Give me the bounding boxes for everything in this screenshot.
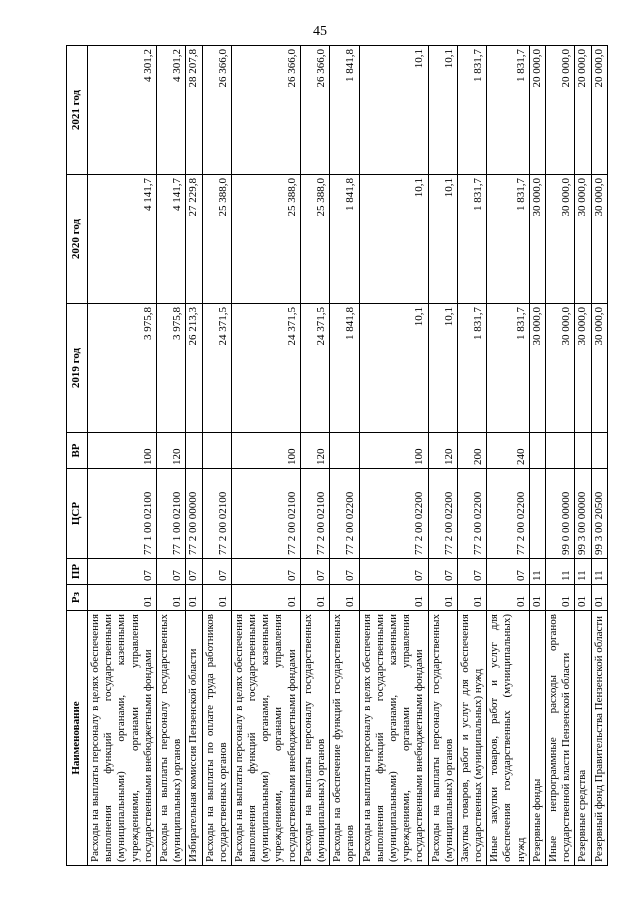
row-2021: 20 000,0 — [546, 46, 575, 175]
row-pr: 07 — [88, 559, 157, 585]
table-row — [330, 46, 359, 866]
row-2020: 10,1 — [428, 175, 457, 304]
row-name: Расходы на выплаты по оплате труда работников государственных органов — [202, 611, 231, 866]
table-header-row — [67, 46, 88, 866]
row-vr: 100 — [231, 433, 300, 469]
row-name: Резервный фонд Правительства Пензенской области — [591, 611, 607, 866]
row-2020: 25 388,0 — [202, 175, 231, 304]
row-rz: 01 — [231, 585, 300, 611]
row-2020: 1 831,7 — [487, 175, 530, 304]
row-2019: 3 975,8 — [156, 304, 185, 433]
row-csr: 77 2 00 02200 — [457, 469, 486, 559]
row-2021: 1 831,7 — [487, 46, 530, 175]
row-2021: 20 000,0 — [591, 46, 607, 175]
row-2020: 30 000,0 — [575, 175, 591, 304]
header-vr: ВР — [67, 433, 88, 469]
row-2019: 30 000,0 — [575, 304, 591, 433]
table-row — [202, 46, 231, 866]
row-2019: 26 213,3 — [186, 304, 202, 433]
row-vr — [546, 433, 575, 469]
budget-table — [66, 45, 608, 866]
row-2020: 4 141,7 — [156, 175, 185, 304]
row-pr: 07 — [156, 559, 185, 585]
row-pr: 11 — [575, 559, 591, 585]
row-pr: 07 — [359, 559, 428, 585]
row-csr: 77 2 00 02200 — [359, 469, 428, 559]
rotated-table-container — [66, 46, 605, 866]
header-name: Наименование — [67, 611, 88, 866]
row-2021: 10,1 — [428, 46, 457, 175]
row-rz: 01 — [330, 585, 359, 611]
row-vr: 120 — [300, 433, 329, 469]
table-row — [231, 46, 300, 866]
row-vr — [186, 433, 202, 469]
row-name: Расходы на выплаты персоналу государственных (муниципальных) органов — [156, 611, 185, 866]
row-2019: 24 371,5 — [202, 304, 231, 433]
row-rz: 01 — [156, 585, 185, 611]
row-csr — [529, 469, 545, 559]
row-name: Расходы на выплаты персоналу в целях обеспечения выполнения функций государственными (муниципальными) органами, казенными учреждениями, органами управления государственными внебюджетными фондами — [359, 611, 428, 866]
header-2021: 2021 год — [67, 46, 88, 175]
table-row — [428, 46, 457, 866]
row-name: Расходы на выплаты персоналу в целях обеспечения выполнения функций государственными (муниципальными) органами, казенными учреждениями, органами управления государственными внебюджетными фондами — [231, 611, 300, 866]
row-name: Резервные фонды — [529, 611, 545, 866]
table-row — [156, 46, 185, 866]
row-2020: 30 000,0 — [591, 175, 607, 304]
row-csr: 99 0 00 00000 — [546, 469, 575, 559]
table-row — [300, 46, 329, 866]
row-2019: 30 000,0 — [529, 304, 545, 433]
header-pr: ПР — [67, 559, 88, 585]
row-2021: 4 301,2 — [88, 46, 157, 175]
table-row — [88, 46, 157, 866]
row-2019: 10,1 — [359, 304, 428, 433]
row-pr: 07 — [202, 559, 231, 585]
row-2021: 26 366,0 — [300, 46, 329, 175]
row-rz: 01 — [546, 585, 575, 611]
row-2020: 25 388,0 — [300, 175, 329, 304]
row-2019: 10,1 — [428, 304, 457, 433]
row-rz: 01 — [487, 585, 530, 611]
row-name: Расходы на обеспечение функций государственных органов — [330, 611, 359, 866]
row-vr: 120 — [156, 433, 185, 469]
row-name: Закупка товаров, работ и услуг для обеспечения государственных (муниципальных) нужд — [457, 611, 486, 866]
row-pr: 11 — [529, 559, 545, 585]
row-name: Расходы на выплаты персоналу государственных (муниципальных) органов — [428, 611, 457, 866]
row-pr: 07 — [428, 559, 457, 585]
row-2020: 30 000,0 — [529, 175, 545, 304]
row-pr: 07 — [300, 559, 329, 585]
row-2021: 26 366,0 — [231, 46, 300, 175]
row-2021: 20 000,0 — [575, 46, 591, 175]
row-rz: 01 — [457, 585, 486, 611]
row-2021: 1 831,7 — [457, 46, 486, 175]
row-vr — [330, 433, 359, 469]
row-csr: 99 3 00 20500 — [591, 469, 607, 559]
row-name: Иные закупки товаров, работ и услуг для обеспечения государственных (муниципальных) нужд — [487, 611, 530, 866]
row-vr: 200 — [457, 433, 486, 469]
row-rz: 01 — [300, 585, 329, 611]
table-row — [359, 46, 428, 866]
row-rz: 01 — [591, 585, 607, 611]
row-2021: 28 207,8 — [186, 46, 202, 175]
row-2021: 4 301,2 — [156, 46, 185, 175]
table-row — [186, 46, 202, 866]
row-csr: 77 2 00 02200 — [487, 469, 530, 559]
row-2019: 30 000,0 — [546, 304, 575, 433]
table-row — [487, 46, 530, 866]
row-pr: 11 — [546, 559, 575, 585]
row-csr: 77 1 00 02100 — [156, 469, 185, 559]
row-2020: 30 000,0 — [546, 175, 575, 304]
header-2020: 2020 год — [67, 175, 88, 304]
header-rz: Рз — [67, 585, 88, 611]
table-row — [591, 46, 607, 866]
header-2019: 2019 год — [67, 304, 88, 433]
row-vr: 120 — [428, 433, 457, 469]
row-name: Иные непрограммные расходы органов государственной власти Пензенской области — [546, 611, 575, 866]
row-vr: 100 — [359, 433, 428, 469]
table-row — [546, 46, 575, 866]
row-name: Расходы на выплаты персоналу в целях обеспечения выполнения функций государственными (муниципальными) органами, казенными учреждениями, органами управления государственными внебюджетными фондами — [88, 611, 157, 866]
row-csr: 77 2 00 02100 — [202, 469, 231, 559]
row-vr — [202, 433, 231, 469]
table-row — [529, 46, 545, 866]
row-rz: 01 — [575, 585, 591, 611]
row-2019: 24 371,5 — [300, 304, 329, 433]
row-pr: 07 — [186, 559, 202, 585]
row-name: Избирательная комиссия Пензенской области — [186, 611, 202, 866]
row-pr: 07 — [457, 559, 486, 585]
row-csr: 77 2 00 02100 — [300, 469, 329, 559]
row-2019: 1 831,7 — [457, 304, 486, 433]
row-vr — [591, 433, 607, 469]
row-2021: 10,1 — [359, 46, 428, 175]
page-number: 45 — [313, 24, 327, 39]
row-2019: 24 371,5 — [231, 304, 300, 433]
row-2019: 1 831,7 — [487, 304, 530, 433]
row-rz: 01 — [359, 585, 428, 611]
row-2019: 1 841,8 — [330, 304, 359, 433]
row-2019: 30 000,0 — [591, 304, 607, 433]
row-rz: 01 — [202, 585, 231, 611]
row-pr: 07 — [330, 559, 359, 585]
row-csr: 77 2 00 02100 — [231, 469, 300, 559]
row-vr: 100 — [88, 433, 157, 469]
row-2020: 1 831,7 — [457, 175, 486, 304]
row-rz: 01 — [88, 585, 157, 611]
row-csr: 77 2 00 02200 — [428, 469, 457, 559]
row-2020: 27 229,8 — [186, 175, 202, 304]
row-vr: 240 — [487, 433, 530, 469]
row-rz: 01 — [186, 585, 202, 611]
row-2021: 26 366,0 — [202, 46, 231, 175]
row-pr: 07 — [487, 559, 530, 585]
row-2019: 3 975,8 — [88, 304, 157, 433]
row-csr: 77 2 00 02200 — [330, 469, 359, 559]
row-2020: 25 388,0 — [231, 175, 300, 304]
row-2021: 1 841,8 — [330, 46, 359, 175]
table-row — [575, 46, 591, 866]
row-pr: 11 — [591, 559, 607, 585]
row-csr: 77 1 00 02100 — [88, 469, 157, 559]
row-vr — [575, 433, 591, 469]
row-pr: 07 — [231, 559, 300, 585]
row-2021: 20 000,0 — [529, 46, 545, 175]
header-csr: ЦСР — [67, 469, 88, 559]
row-name: Расходы на выплаты персоналу государственных (муниципальных) органов — [300, 611, 329, 866]
row-2020: 4 141,7 — [88, 175, 157, 304]
row-rz: 01 — [428, 585, 457, 611]
row-2020: 1 841,8 — [330, 175, 359, 304]
row-rz: 01 — [529, 585, 545, 611]
row-csr: 77 2 00 00000 — [186, 469, 202, 559]
row-2020: 10,1 — [359, 175, 428, 304]
table-row — [457, 46, 486, 866]
row-vr — [529, 433, 545, 469]
row-name: Резервные средства — [575, 611, 591, 866]
row-csr: 99 3 00 00000 — [575, 469, 591, 559]
